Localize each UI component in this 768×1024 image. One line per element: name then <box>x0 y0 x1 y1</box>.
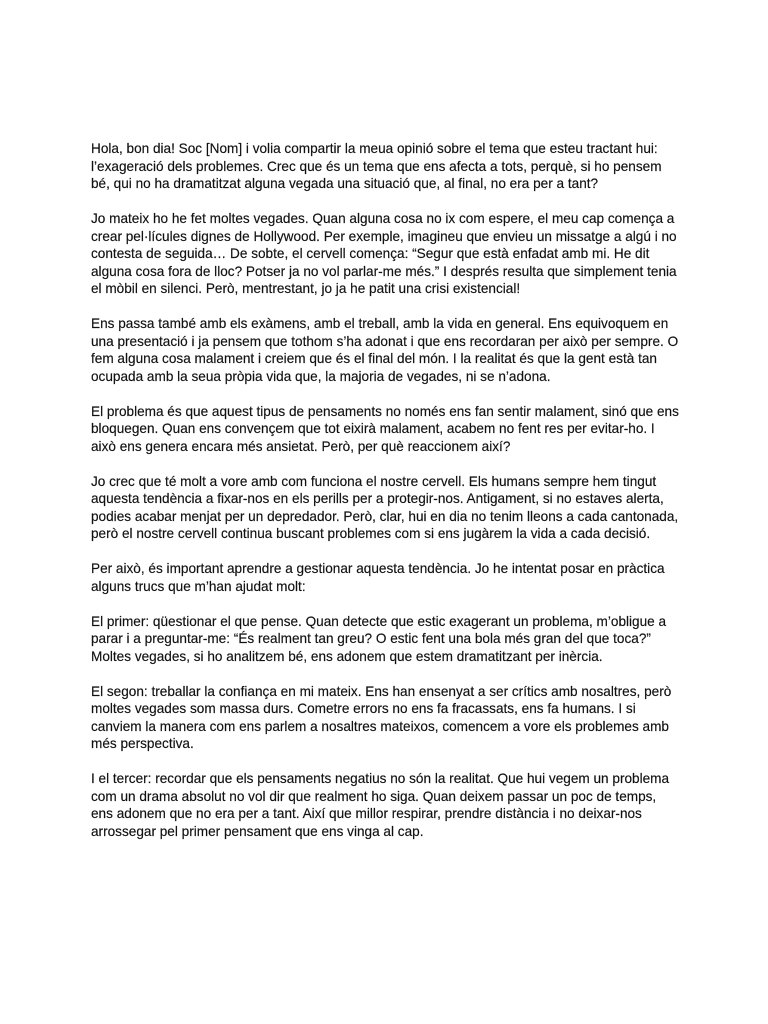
paragraph-8: El segon: treballar la confiança en mi mateix. Ens han ensenyat a ser crítics amb nosaltres, però moltes vegades som massa durs. Cometre errors no ens fa fracassats, ens fa humans. I si canviem la manera com ens parlem a nosaltres mateixos, comencem a vore els problemes amb més perspectiva. <box>91 683 672 751</box>
paragraph-3: Ens passa també amb els exàmens, amb el treball, amb la vida en general. Ens equivoquem en una presentació i ja pensem que tothom s’ha adonat i que ens recordaran per això per sempre. O fem alguna cosa malament i creiem que és el final del món. I la realitat és que la gent està tan ocupada amb la seua pròpia vida que, la majoria de vegades, ni se n’adona. <box>91 316 679 384</box>
paragraph-5: Jo crec que té molt a vore amb com funciona el nostre cervell. Els humans sempre hem tingut aquesta tendència a fixar-nos en els perills per a protegir-nos. Antigament, si no estaves alerta, podies acabar menjat per un depredador. Però, clar, hui en dia no tenim lleons a cada cantonada, però el nostre cervell continua buscant problemes com si ens jugàrem la vida a cada decisió. <box>91 473 679 541</box>
paragraph-2: Jo mateix ho he fet moltes vegades. Quan alguna cosa no ix com espere, el meu cap comença a crear pel·lícules dignes de Hollywood. Per exemple, imagineu que envieu un missatge a algú i no contesta de seguida… De sobte, el cervell comença: “Segur que està enfadat amb mi. He dit alguna cosa fora de lloc? Potser ja no vol parlar-me més.” I després resulta que simplement tenia el mòbil en silenci. Però, mentrestant, jo ja he patit una crisi existencial! <box>91 211 677 296</box>
paragraph-6: Per això, és important aprendre a gestionar aquesta tendència. Jo he intentat posar en pràctica alguns trucs que m’han ajudat molt: <box>91 561 665 594</box>
document-body <box>91 140 679 858</box>
paragraph-4: El problema és que aquest tipus de pensaments no només ens fan sentir malament, sinó que ens bloquegen. Quan ens convençem que tot eixirà malament, acabem no fent res per evitar-ho. I això ens genera encara més ansietat. Però, per què reaccionem així? <box>91 403 679 454</box>
paragraph-7: El primer: qüestionar el que pense. Quan detecte que estic exagerant un problema, m’obligue a parar i a preguntar-me: “És realment tan greu? O estic fent una bola més gran del que toca?” Moltes vegades, si ho analitzem bé, ens adonem que estem dramatitzant per inèrcia. <box>91 613 667 664</box>
paragraph-1: Hola, bon dia! Soc [Nom] i volia compartir la meua opinió sobre el tema que esteu tractant hui: l’exageració dels problemes. Crec que és un tema que ens afecta a tots, perquè, si ho pensem bé, qui no ha dramatitzat alguna vegada una situació que, al final, no era per a tant? <box>91 141 662 191</box>
paragraph-9: I el tercer: recordar que els pensaments negatius no són la realitat. Que hui vegem un problema com un drama absolut no vol dir que realment ho siga. Quan deixem passar un poc de temps, ens adonem que no era per a tant. Així que millor respirar, prendre distància i no deixar-nos arrossegar pel primer pensament que ens vinga al cap. <box>91 771 670 839</box>
